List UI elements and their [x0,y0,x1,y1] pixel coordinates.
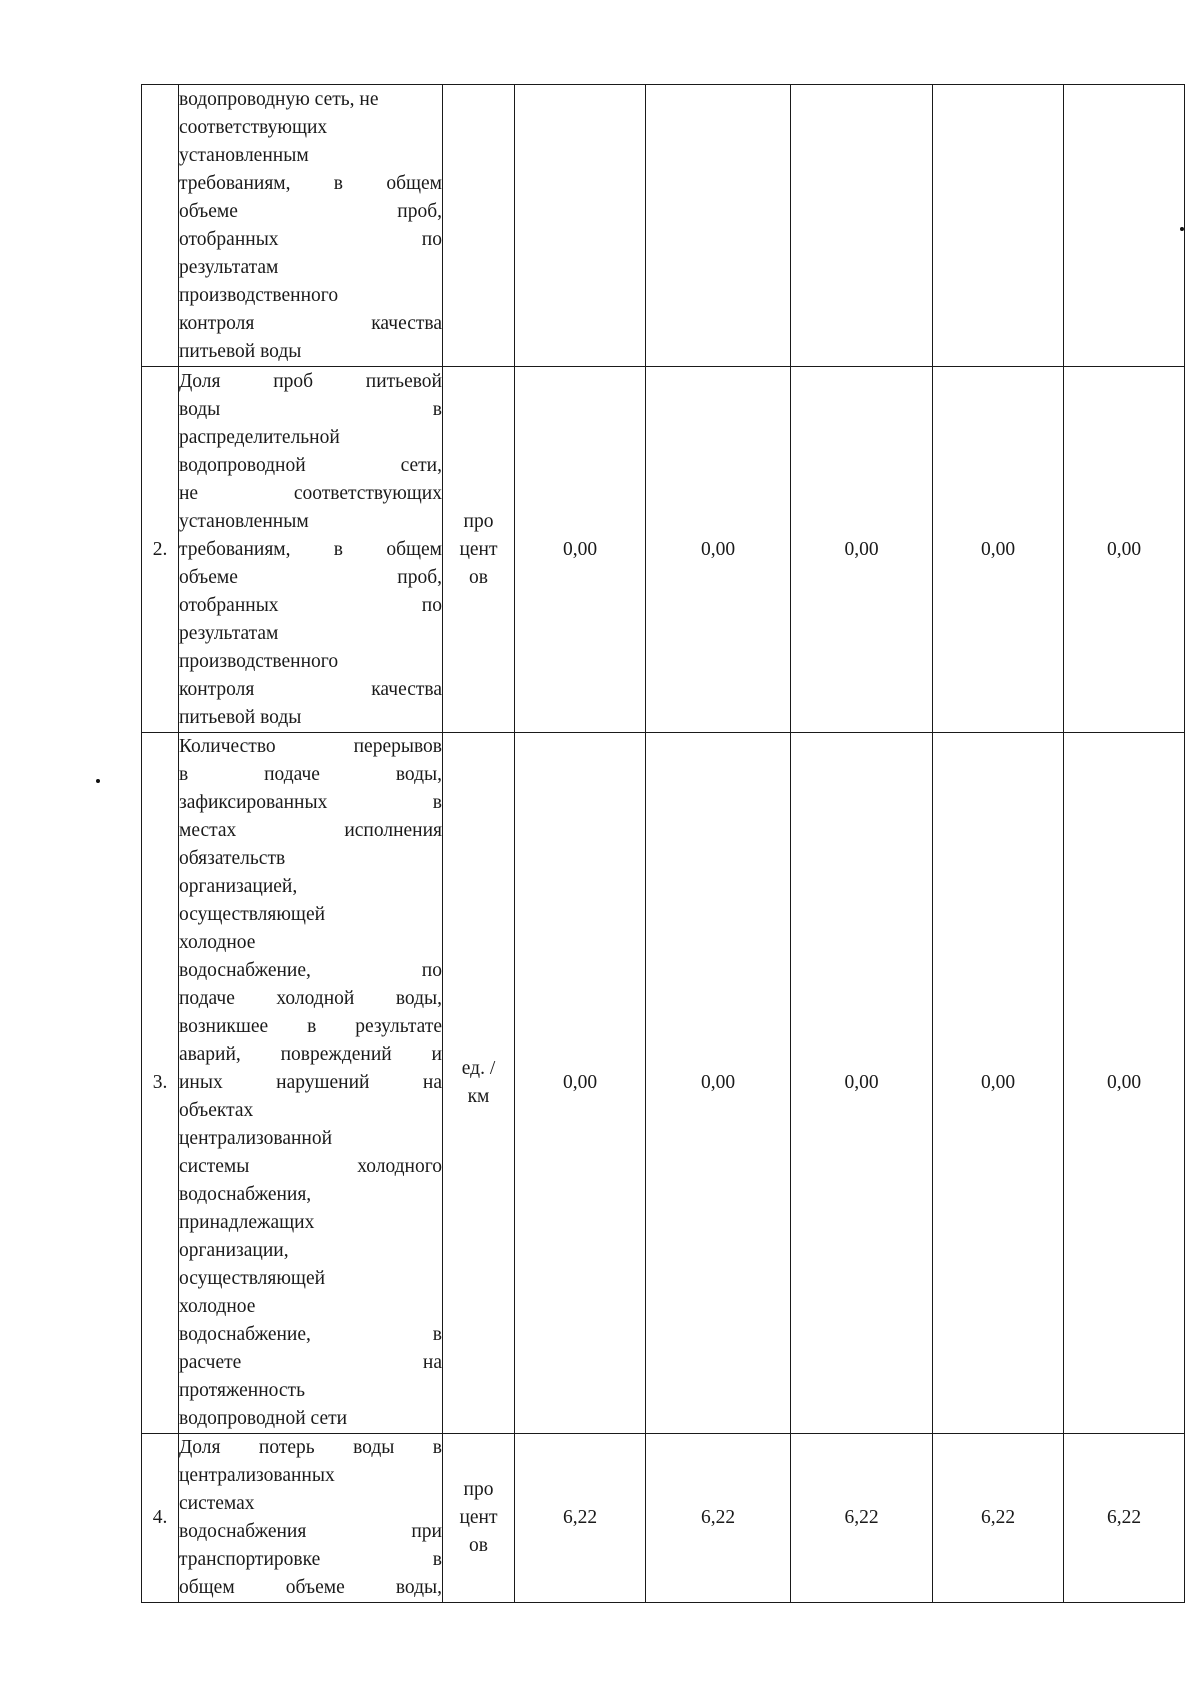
unit-cell [443,733,515,1434]
table-body [142,85,1185,1603]
table-row [142,85,1185,367]
description-line: в подаче воды, [179,764,442,785]
description-line: местах исполнения [179,820,442,841]
description-line: организацией, [179,876,298,897]
description-line: результатам [179,256,279,278]
indicator-description [179,733,443,1434]
row-number [142,85,179,367]
description-line: транспортировке в [179,1549,442,1570]
description-line: отобранных по [179,594,442,616]
value-cell: 6,22 [791,1434,933,1603]
description-line: распределительной [179,426,340,448]
indicator-description [179,1434,443,1603]
description-line: централизованных [179,1465,335,1486]
unit-line: цент [459,1507,498,1528]
description-line: объеме проб, [179,566,442,588]
value-cell: 0,00 [933,733,1064,1434]
description-line: иных нарушений на [179,1072,442,1093]
description-line: объектах [179,1100,254,1121]
row-number: 4. [142,1434,179,1603]
description-line: централизованной [179,1128,333,1149]
value-cell [1064,85,1185,367]
value-cell: 0,00 [1064,367,1185,733]
value-cell: 0,00 [646,367,791,733]
description-line: водоснабжения, [179,1184,312,1205]
description-line: зафиксированных в [179,792,442,813]
value-cell [791,85,933,367]
value-cell: 6,22 [1064,1434,1185,1603]
description-line: осуществляющей [179,1268,326,1289]
description-line: производственного [179,650,339,672]
value-cell: 6,22 [515,1434,646,1603]
description-line: обязательств [179,848,286,869]
description-line: Количество перерывов [179,736,442,757]
unit-cell [443,1434,515,1603]
description-line: возникшее в результате [179,1016,442,1037]
value-cell: 0,00 [791,733,933,1434]
description-line: питьевой воды [179,706,302,728]
description-line: производственного [179,284,339,306]
description-line: водоснабжение, в [179,1324,442,1345]
value-cell: 0,00 [1064,733,1185,1434]
indicator-description [179,85,443,367]
value-cell: 0,00 [515,733,646,1434]
description-line: установленным [179,144,309,166]
description-line: объеме проб, [179,200,442,222]
row-number: 3. [142,733,179,1434]
description-line: водопроводной сети [179,1408,348,1429]
indicators-table [141,84,1185,1603]
value-cell: 0,00 [933,367,1064,733]
description-line: результатам [179,622,279,644]
description-line: воды в [179,398,442,420]
indicator-description [179,367,443,733]
description-line: холодное [179,932,256,953]
description-line: водопроводной сети, [179,454,442,476]
stray-dot-mark [96,779,100,783]
description-line: системах [179,1493,255,1514]
value-cell: 0,00 [515,367,646,733]
description-line: соответствующих [179,116,328,138]
value-cell: 6,22 [933,1434,1064,1603]
unit-line: ед. / [461,1058,496,1079]
table-row [142,1434,1185,1603]
description-line: осуществляющей [179,904,326,925]
description-line: водоснабжения при [179,1521,442,1542]
description-line: принадлежащих [179,1212,315,1233]
description-line: организации, [179,1240,289,1261]
description-line: контроля качества [179,312,442,334]
description-line: требованиям, в общем [179,172,442,194]
description-line: расчете на [179,1352,442,1373]
value-cell: 0,00 [791,367,933,733]
description-line: водопроводную сеть, не [179,88,379,110]
description-line: Доля проб питьевой [179,370,442,392]
value-cell [515,85,646,367]
unit-cell [443,85,515,367]
value-cell [933,85,1064,367]
unit-line: цент [459,538,498,560]
description-line: протяженность [179,1380,305,1401]
row-number: 2. [142,367,179,733]
value-cell [646,85,791,367]
description-line: установленным [179,510,309,532]
unit-line: про [463,1479,494,1500]
description-line: системы холодного [179,1156,442,1177]
table-row [142,733,1185,1434]
description-line: контроля качества [179,678,442,700]
description-line: питьевой воды [179,340,302,362]
unit-line: про [463,510,494,532]
value-cell: 6,22 [646,1434,791,1603]
description-line: отобранных по [179,228,442,250]
description-line: не соответствующих [179,482,442,504]
description-line: общем объеме воды, [179,1577,442,1598]
unit-line: ов [469,566,488,588]
dot-mark [1180,227,1184,231]
description-line: требованиям, в общем [179,538,442,560]
value-cell: 0,00 [646,733,791,1434]
unit-cell [443,367,515,733]
unit-line: ов [469,1535,488,1556]
description-line: водоснабжение, по [179,960,442,981]
description-line: холодное [179,1296,256,1317]
description-line: Доля потерь воды в [179,1437,442,1458]
description-line: аварий, повреждений и [179,1044,442,1065]
description-line: подаче холодной воды, [179,988,442,1009]
table-row [142,367,1185,733]
unit-line: км [467,1086,490,1107]
